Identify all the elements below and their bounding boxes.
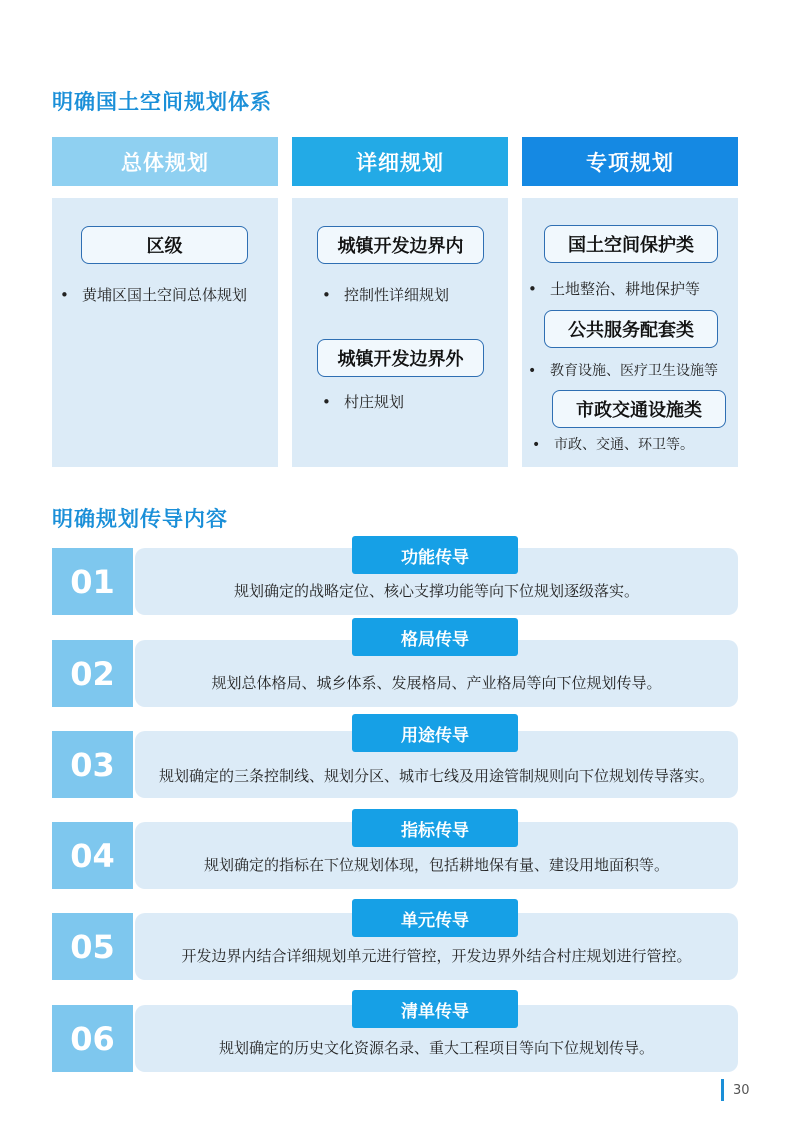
column-body-overall [52, 198, 278, 467]
bullet-dot-icon: • [532, 437, 541, 453]
bullet-dot-icon: • [322, 393, 331, 411]
pill-inside-boundary: 城镇开发边界内 [317, 226, 484, 264]
bullet-text: 控制性详细规划 [344, 286, 450, 304]
bullet-dot-icon: • [322, 286, 331, 304]
column-body-special [522, 198, 738, 467]
bullet-text: 村庄规划 [344, 393, 405, 411]
pill-land-protection: 国土空间保护类 [544, 225, 718, 263]
row-description-box: 规划确定的战略定位、核心支撑功能等向下位规划逐级落实。 [135, 548, 738, 615]
bullet-dot-icon: • [60, 286, 69, 304]
row-tag-list: 清单传导 [352, 990, 518, 1028]
section-title-transmission-content: 明确规划传导内容 [52, 507, 228, 531]
page-number: 30 [733, 1083, 750, 1098]
row-number: 01 [52, 548, 133, 615]
pill-public-services: 公共服务配套类 [544, 310, 718, 348]
page-number-bar [721, 1079, 724, 1101]
row-description-box: 开发边界内结合详细规划单元进行管控，开发边界外结合村庄规划进行管控。 [135, 913, 738, 980]
column-header-overall: 总体规划 [52, 137, 278, 186]
bullet-item [322, 284, 449, 305]
bullet-item [528, 360, 718, 380]
row-tag-pattern: 格局传导 [352, 618, 518, 656]
column-body-detailed [292, 198, 508, 467]
row-description-box: 规划确定的指标在下位规划体现，包括耕地保有量、建设用地面积等。 [135, 822, 738, 889]
row-number: 04 [52, 822, 133, 889]
column-header-detailed: 详细规划 [292, 137, 508, 186]
bullet-text: 市政、交通、环卫等。 [554, 437, 694, 453]
bullet-item [322, 391, 404, 412]
row-tag-indicator: 指标传导 [352, 809, 518, 847]
pill-outside-boundary: 城镇开发边界外 [317, 339, 484, 377]
row-tag-usage: 用途传导 [352, 714, 518, 752]
pill-municipal-transport: 市政交通设施类 [552, 390, 726, 428]
row-number: 06 [52, 1005, 133, 1072]
row-description-box: 规划确定的三条控制线、规划分区、城市七线及用途管制规则向下位规划传导落实。 [135, 731, 738, 798]
row-number: 05 [52, 913, 133, 980]
bullet-item [528, 278, 700, 299]
row-number: 02 [52, 640, 133, 707]
pill-district-level: 区级 [81, 226, 248, 264]
bullet-dot-icon: • [528, 280, 537, 298]
row-description-box: 规划总体格局、城乡体系、发展格局、产业格局等向下位规划传导。 [135, 640, 738, 707]
column-header-special: 专项规划 [522, 137, 738, 186]
row-tag-unit: 单元传导 [352, 899, 518, 937]
bullet-dot-icon: • [528, 363, 537, 379]
bullet-text: 土地整治、耕地保护等 [550, 280, 701, 298]
row-tag-function: 功能传导 [352, 536, 518, 574]
bullet-item [532, 434, 694, 454]
row-number: 03 [52, 731, 133, 798]
bullet-item [60, 284, 247, 305]
section-title-planning-system: 明确国土空间规划体系 [52, 90, 272, 114]
bullet-text: 黄埔区国土空间总体规划 [82, 286, 248, 304]
row-description-box: 规划确定的历史文化资源名录、重大工程项目等向下位规划传导。 [135, 1005, 738, 1072]
bullet-text: 教育设施、医疗卫生设施等 [550, 363, 718, 379]
